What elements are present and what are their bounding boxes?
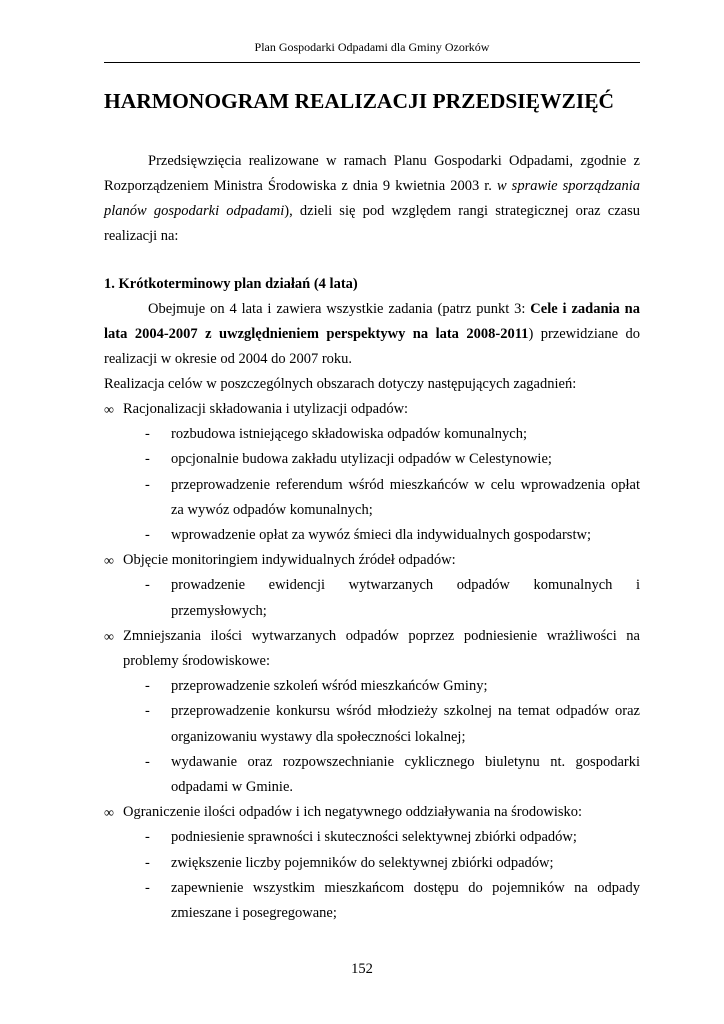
- dash-marker: -: [145, 753, 150, 770]
- paragraph-line: Realizacja celów w poszczególnych obszarach dotyczy następujących zagadnień:: [104, 376, 577, 392]
- dash-marker: -: [145, 577, 150, 594]
- list-item-line: organizowaniu wystawy dla społeczności lokalnej;: [171, 728, 466, 745]
- group-heading-line: Ograniczenie ilości odpadów i ich negatywnego oddziaływania na środowisko:: [123, 804, 583, 821]
- dash-marker: -: [145, 527, 150, 543]
- paragraph-line: lata 2004-2007 z uwzględnieniem perspektywy na lata 2008-2011) przewidziane do: [104, 326, 640, 342]
- running-header: Plan Gospodarki Odpadami dla Gminy Ozorków: [254, 40, 490, 54]
- dash-marker: -: [145, 476, 150, 493]
- intro-line: planów gospodarki odpadami), dzieli się pod względem rangi strategicznej oraz czasu: [104, 203, 640, 219]
- page-title: HARMONOGRAM REALIZACJI PRZEDSIĘWZIĘĆ: [104, 89, 615, 113]
- list-item-line: opcjonalnie budowa zakładu utylizacji odpadów w Celestynowie;: [171, 451, 552, 468]
- dash-marker: -: [145, 678, 150, 695]
- list-item-line: wprowadzenie opłat za wywóz śmieci dla indywidualnych gospodarstw;: [171, 527, 591, 543]
- dash-marker: -: [145, 879, 150, 896]
- infinity-bullet-icon: ∞: [104, 806, 114, 822]
- group-heading-line: Racjonalizacji składowania i utylizacji odpadów:: [123, 401, 409, 417]
- intro-line: Rozporządzeniem Ministra Środowiska z dnia 9 kwietnia 2003 r. w sprawie sporządzania: [104, 178, 640, 194]
- list-item-line: przeprowadzenie konkursu wśród młodzieży szkolnej na temat odpadów oraz: [171, 703, 640, 720]
- infinity-bullet-icon: ∞: [104, 403, 114, 418]
- infinity-bullet-icon: ∞: [104, 554, 114, 570]
- group-heading-line: Zmniejszania ilości wytwarzanych odpadów poprzez podniesienie wrażliwości na: [123, 627, 640, 644]
- list-item-line: przeprowadzenie szkoleń wśród mieszkańców Gminy;: [171, 678, 488, 695]
- dash-marker: -: [145, 451, 150, 468]
- list-item-line: odpadami w Gminie.: [171, 779, 294, 795]
- list-item-line: zwiększenie liczby pojemników do selektywnej zbiórki odpadów;: [171, 854, 554, 871]
- list-item-line: przemysłowych;: [171, 602, 267, 619]
- dash-marker: -: [145, 426, 150, 443]
- list-item-line: podniesienie sprawności i skuteczności selektywnej zbiórki odpadów;: [171, 829, 577, 846]
- list-item-line: za wywóz odpadów komunalnych;: [171, 501, 373, 518]
- intro-line: realizacji na:: [104, 228, 179, 244]
- dash-marker: -: [145, 854, 150, 871]
- dash-marker: -: [145, 703, 150, 720]
- section-heading: 1. Krótkoterminowy plan działań (4 lata): [104, 276, 358, 292]
- paragraph-line: realizacji w okresie od 2004 do 2007 roku.: [104, 351, 353, 367]
- regulation-title-part: planów gospodarki odpadami: [104, 203, 285, 219]
- dash-marker: -: [145, 829, 150, 846]
- infinity-bullet-icon: ∞: [104, 629, 114, 645]
- regulation-title-part: w sprawie sporządzania: [496, 178, 640, 194]
- group-heading-line: Objęcie monitoringiem indywidualnych źródeł odpadów:: [123, 552, 456, 569]
- page-number: 152: [351, 961, 373, 977]
- header-rule: [104, 62, 640, 63]
- list-item-line: zmieszane i posegregowane;: [171, 905, 337, 921]
- list-item-line: zapewnienie wszystkim mieszkańcom dostępu do pojemników na odpady: [171, 879, 640, 896]
- list-item-line: prowadzenie ewidencji wytwarzanych odpadów komunalnych i: [171, 577, 640, 594]
- group-heading-line: problemy środowiskowe:: [123, 653, 270, 669]
- intro-line: Przedsięwzięcia realizowane w ramach Planu Gospodarki Odpadami, zgodnie z: [148, 153, 640, 169]
- list-item-line: rozbudowa istniejącego składowiska odpadów komunalnych;: [171, 426, 527, 443]
- list-item-line: przeprowadzenie referendum wśród mieszkańców w celu wprowadzenia opłat: [171, 476, 640, 493]
- list-item-line: wydawanie oraz rozpowszechnianie cyklicznego biuletynu nt. gospodarki: [171, 753, 640, 770]
- paragraph-line: Obejmuje on 4 lata i zawiera wszystkie zadania (patrz punkt 3: Cele i zadania na: [148, 301, 640, 317]
